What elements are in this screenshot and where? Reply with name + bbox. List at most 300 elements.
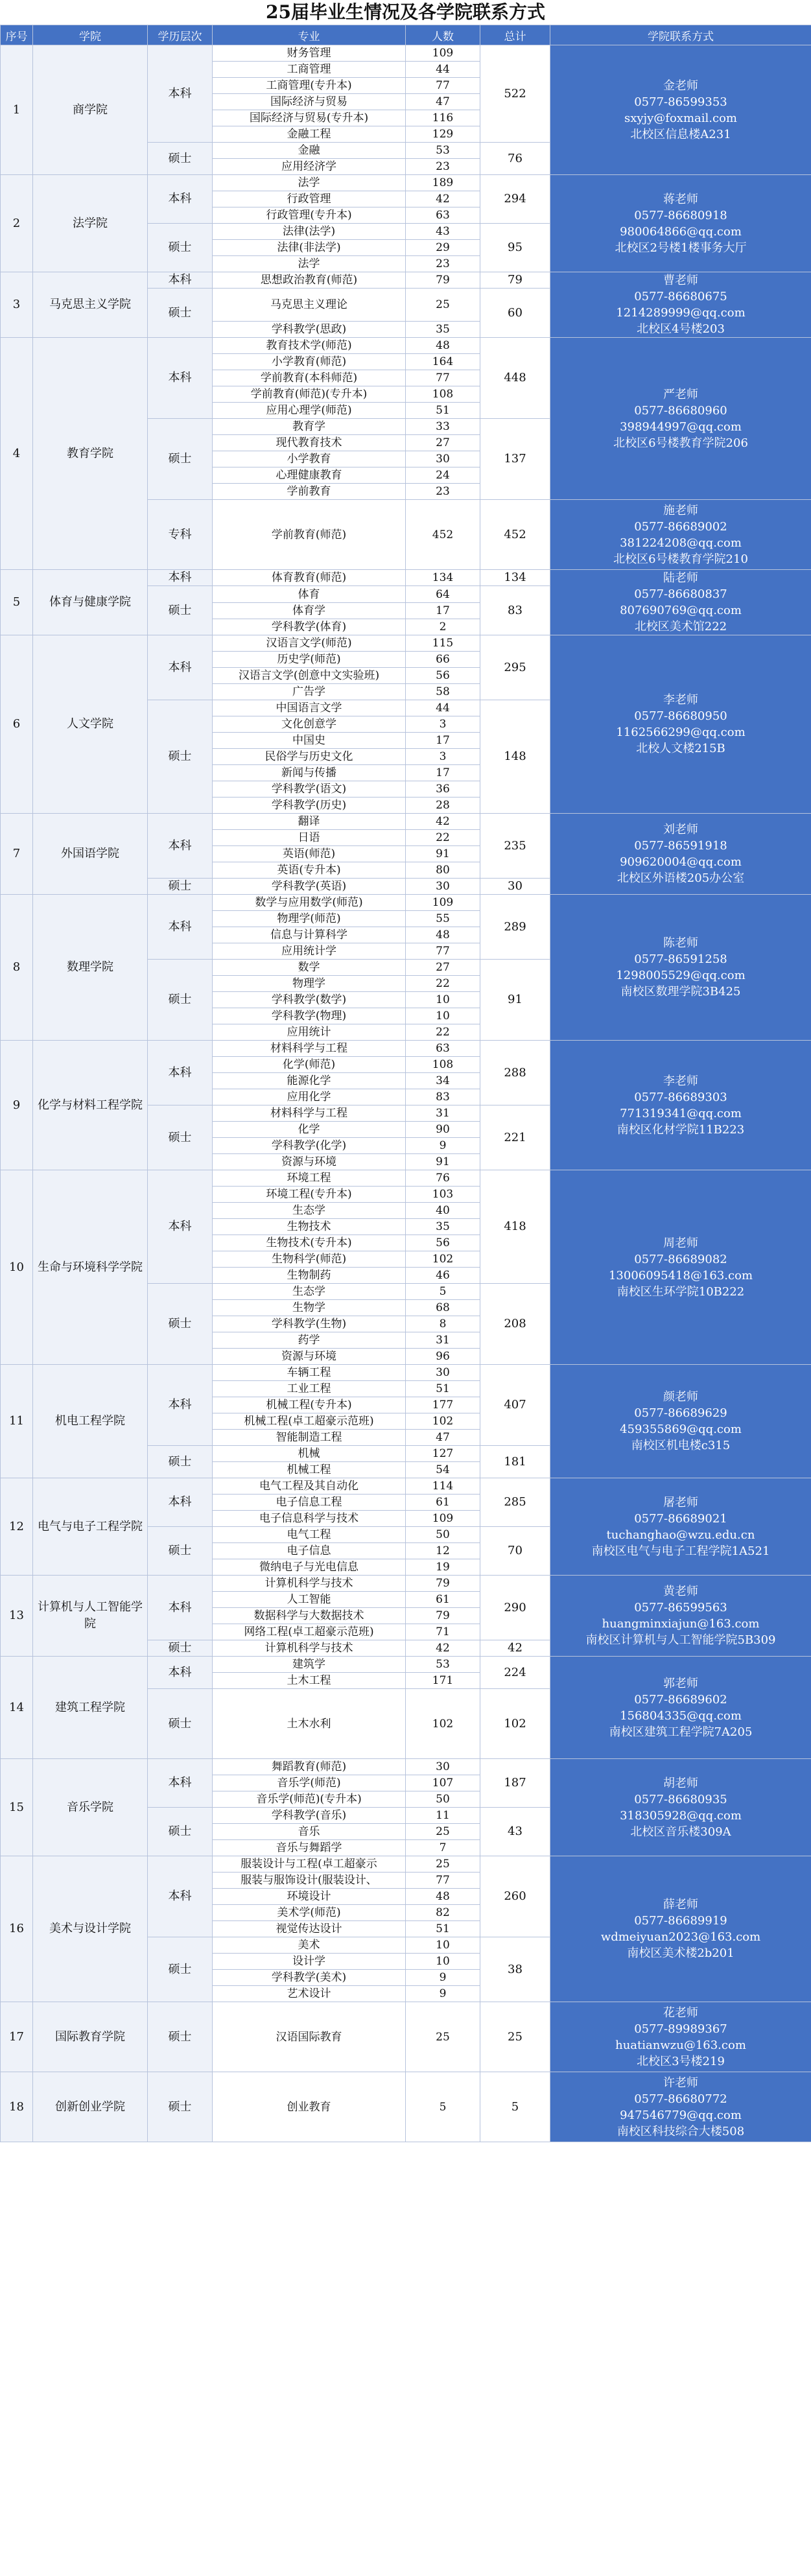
major-count: 44	[406, 700, 480, 716]
major-count: 452	[406, 500, 480, 570]
major-count: 189	[406, 175, 480, 191]
contact-phone[interactable]: 0577-89989367	[634, 2022, 727, 2036]
degree-level: 硕士	[148, 143, 213, 175]
contact-email[interactable]: 1214289999@qq.com	[616, 306, 746, 320]
college-name: 国际教育学院	[33, 2002, 148, 2072]
major-name: 国际经济与贸易	[213, 94, 406, 110]
major-count: 103	[406, 1187, 480, 1203]
college-number: 4	[1, 338, 33, 570]
major-name: 体育学	[213, 603, 406, 619]
major-count: 10	[406, 992, 480, 1008]
college-contact	[550, 895, 811, 1041]
major-name: 法律(法学)	[213, 224, 406, 240]
major-count: 91	[406, 1154, 480, 1170]
level-total: 221	[480, 1105, 550, 1170]
major-name: 美术学(师范)	[213, 1905, 406, 1921]
major-name: 电子信息科学与技术	[213, 1511, 406, 1527]
contact-phone[interactable]: 0577-86689002	[634, 519, 727, 534]
college-number: 12	[1, 1478, 33, 1576]
contact-phone[interactable]: 0577-86689919	[634, 1914, 727, 1928]
level-total: 148	[480, 700, 550, 814]
major-count: 83	[406, 1089, 480, 1105]
major-count: 42	[406, 1640, 480, 1657]
major-count: 53	[406, 1657, 480, 1673]
level-total: 134	[480, 570, 550, 586]
major-name: 英语(师范)	[213, 846, 406, 862]
degree-level: 本科	[148, 570, 213, 586]
major-count: 50	[406, 1791, 480, 1808]
major-name: 翻译	[213, 814, 406, 830]
major-name: 中国史	[213, 733, 406, 749]
major-name: 计算机科学与技术	[213, 1576, 406, 1592]
table-row	[1, 1759, 811, 1775]
major-count: 22	[406, 976, 480, 992]
college-contact	[550, 1170, 811, 1365]
table-row	[1, 45, 811, 62]
contact-address: 南校区建筑工程学院7A205	[609, 1725, 753, 1739]
major-name: 生物制药	[213, 1268, 406, 1284]
major-name: 学前教育(本科师范)	[213, 370, 406, 386]
college-name: 外国语学院	[33, 814, 148, 895]
major-name: 电子信息	[213, 1543, 406, 1559]
college-number: 3	[1, 272, 33, 338]
contact-person: 屠老师	[663, 1495, 698, 1509]
major-count: 109	[406, 45, 480, 62]
level-total: 289	[480, 895, 550, 960]
major-name: 法学	[213, 256, 406, 272]
major-count: 12	[406, 1543, 480, 1559]
major-count: 90	[406, 1122, 480, 1138]
degree-level: 本科	[148, 635, 213, 700]
major-name: 应用经济学	[213, 159, 406, 175]
major-name: 生态学	[213, 1284, 406, 1300]
contact-phone[interactable]: 0577-86680935	[634, 1792, 727, 1806]
major-count: 68	[406, 1300, 480, 1316]
major-count: 79	[406, 1576, 480, 1592]
level-total: 95	[480, 224, 550, 272]
major-name: 土木水利	[213, 1689, 406, 1759]
college-contact	[550, 338, 811, 500]
college-name: 人文学院	[33, 635, 148, 814]
major-count: 36	[406, 781, 480, 798]
major-count: 102	[406, 1413, 480, 1430]
major-name: 历史学(师范)	[213, 652, 406, 668]
degree-level: 本科	[148, 1576, 213, 1640]
major-count: 9	[406, 1986, 480, 2002]
level-total: 187	[480, 1759, 550, 1808]
major-name: 应用心理学(师范)	[213, 403, 406, 419]
college-name: 计算机与人工智能学院	[33, 1576, 148, 1657]
major-name: 机械工程	[213, 1462, 406, 1478]
contact-email[interactable]: 318305928@qq.com	[620, 1808, 742, 1823]
major-name: 服装设计与工程(卓工超豪示	[213, 1856, 406, 1873]
major-name: 教育技术学(师范)	[213, 338, 406, 354]
degree-level: 本科	[148, 1759, 213, 1808]
major-name: 生物科学(师范)	[213, 1251, 406, 1268]
contact-phone[interactable]: 0577-86680772	[634, 2092, 727, 2106]
major-count: 102	[406, 1251, 480, 1268]
major-count: 30	[406, 451, 480, 467]
table-row	[1, 1576, 811, 1592]
contact-address: 南校区电气与电子工程学院1A521	[591, 1544, 770, 1558]
college-name: 机电工程学院	[33, 1365, 148, 1478]
level-total: 83	[480, 586, 550, 635]
degree-level: 本科	[148, 1365, 213, 1446]
major-name: 心理健康教育	[213, 467, 406, 484]
major-name: 电子信息工程	[213, 1495, 406, 1511]
level-total: 448	[480, 338, 550, 419]
college-number: 10	[1, 1170, 33, 1365]
major-name: 应用统计学	[213, 943, 406, 960]
major-name: 土木工程	[213, 1673, 406, 1689]
major-count: 48	[406, 1889, 480, 1905]
contact-address: 北校区3号楼219	[637, 2054, 725, 2068]
degree-level: 硕士	[148, 2072, 213, 2142]
major-name: 学科教学(化学)	[213, 1138, 406, 1154]
major-name: 材料科学与工程	[213, 1041, 406, 1057]
major-count: 23	[406, 256, 480, 272]
table-row	[1, 1856, 811, 1873]
college-contact	[550, 814, 811, 895]
degree-level: 本科	[148, 338, 213, 419]
level-total: 452	[480, 500, 550, 570]
major-count: 109	[406, 1511, 480, 1527]
contact-email[interactable]: tuchanghao@wzu.edu.cn	[606, 1528, 755, 1542]
major-count: 10	[406, 1008, 480, 1024]
contact-email[interactable]: huatianwzu@163.com	[615, 2038, 746, 2052]
contact-email[interactable]: 1162566299@qq.com	[616, 726, 746, 739]
major-count: 47	[406, 1430, 480, 1446]
major-name: 环境工程	[213, 1170, 406, 1187]
contact-person: 陈老师	[663, 936, 698, 950]
contact-person: 刘老师	[663, 823, 698, 836]
major-count: 114	[406, 1478, 480, 1495]
major-count: 2	[406, 619, 480, 635]
major-name: 网络工程(卓工超豪示范班)	[213, 1624, 406, 1640]
major-count: 9	[406, 1138, 480, 1154]
degree-level: 硕士	[148, 879, 213, 895]
college-name: 商学院	[33, 45, 148, 175]
contact-person: 金老师	[663, 78, 698, 93]
major-count: 64	[406, 586, 480, 603]
level-total: 25	[480, 2002, 550, 2072]
major-count: 91	[406, 846, 480, 862]
contact-email[interactable]: sxyjy@foxmail.com	[624, 111, 737, 125]
contact-email[interactable]: 459355869@qq.com	[620, 1423, 742, 1436]
degree-level: 硕士	[148, 419, 213, 500]
major-name: 学科教学(英语)	[213, 879, 406, 895]
major-count: 129	[406, 126, 480, 143]
major-name: 学科教学(美术)	[213, 1970, 406, 1986]
contact-address: 南校区数理学院3B425	[620, 985, 741, 998]
level-total: 30	[480, 879, 550, 895]
contact-person: 花老师	[663, 2005, 698, 2020]
college-number: 11	[1, 1365, 33, 1478]
contact-person: 陆老师	[663, 571, 698, 585]
major-count: 164	[406, 354, 480, 370]
major-name: 小学教育	[213, 451, 406, 467]
contact-phone[interactable]: 0577-86689082	[634, 1252, 727, 1266]
level-total: 295	[480, 635, 550, 700]
major-name: 智能制造工程	[213, 1430, 406, 1446]
college-name: 教育学院	[33, 338, 148, 570]
major-count: 58	[406, 684, 480, 700]
major-count: 54	[406, 1462, 480, 1478]
college-number: 7	[1, 814, 33, 895]
contact-phone[interactable]: 0577-86591258	[634, 952, 727, 966]
major-name: 微纳电子与光电信息	[213, 1559, 406, 1576]
major-name: 体育	[213, 586, 406, 603]
degree-level: 硕士	[148, 1808, 213, 1856]
major-name: 中国语言文学	[213, 700, 406, 716]
major-count: 3	[406, 716, 480, 733]
college-contact	[550, 1759, 811, 1856]
major-name: 物理学(师范)	[213, 911, 406, 927]
college-name: 体育与健康学院	[33, 570, 148, 635]
major-count: 56	[406, 668, 480, 684]
major-name: 新闻与传播	[213, 765, 406, 781]
contact-phone[interactable]: 0577-86689602	[634, 1692, 727, 1707]
header-college: 学院	[33, 25, 148, 45]
college-number: 15	[1, 1759, 33, 1856]
major-count: 77	[406, 370, 480, 386]
major-count: 28	[406, 798, 480, 814]
major-name: 教育学	[213, 419, 406, 435]
degree-level: 本科	[148, 1170, 213, 1284]
major-name: 音乐	[213, 1824, 406, 1840]
contact-phone[interactable]: 0577-86689629	[634, 1406, 727, 1420]
major-count: 48	[406, 927, 480, 943]
contact-address: 南校区计算机与人工智能学院5B309	[585, 1633, 776, 1647]
major-name: 数学与应用数学(师范)	[213, 895, 406, 911]
contact-email[interactable]: 807690769@qq.com	[620, 604, 742, 617]
major-name: 工商管理	[213, 62, 406, 78]
major-name: 机械	[213, 1446, 406, 1462]
major-name: 汉语言文学(创意中文实验班)	[213, 668, 406, 684]
degree-level: 本科	[148, 1657, 213, 1689]
major-name: 电气工程及其自动化	[213, 1478, 406, 1495]
major-count: 42	[406, 191, 480, 207]
major-count: 25	[406, 289, 480, 322]
degree-level: 硕士	[148, 1105, 213, 1170]
major-count: 35	[406, 1219, 480, 1235]
contact-address: 北校区音乐楼309A	[630, 1825, 731, 1839]
major-name: 电气工程	[213, 1527, 406, 1543]
contact-email[interactable]: huangminxiajun@163.com	[602, 1617, 760, 1631]
major-name: 机械工程(专升本)	[213, 1397, 406, 1413]
contact-person: 蒋老师	[663, 192, 698, 206]
degree-level: 本科	[148, 1041, 213, 1105]
contact-address: 南校区化材学院11B223	[617, 1122, 745, 1137]
table-row	[1, 175, 811, 191]
major-name: 应用统计	[213, 1024, 406, 1041]
table-row	[1, 338, 811, 354]
major-count: 30	[406, 1365, 480, 1381]
page-title: 25届毕业生情况及各学院联系方式	[266, 1, 545, 23]
contact-address: 北校区2号楼1楼事务大厅	[615, 241, 747, 255]
major-count: 63	[406, 207, 480, 224]
degree-level: 硕士	[148, 1284, 213, 1365]
major-count: 19	[406, 1559, 480, 1576]
major-name: 马克思主义理论	[213, 289, 406, 322]
major-name: 数学	[213, 960, 406, 976]
level-total: 294	[480, 175, 550, 224]
major-count: 11	[406, 1808, 480, 1824]
major-count: 107	[406, 1775, 480, 1791]
major-count: 61	[406, 1592, 480, 1608]
contact-phone[interactable]: 0577-86680960	[634, 403, 727, 418]
major-name: 人工智能	[213, 1592, 406, 1608]
degree-level: 硕士	[148, 2002, 213, 2072]
major-count: 61	[406, 1495, 480, 1511]
college-contact	[550, 1657, 811, 1759]
level-total: 418	[480, 1170, 550, 1284]
level-total: 102	[480, 1689, 550, 1759]
major-name: 舞蹈教育(师范)	[213, 1759, 406, 1775]
level-total: 235	[480, 814, 550, 879]
major-name: 广告学	[213, 684, 406, 700]
contact-email[interactable]: 909620004@qq.com	[620, 855, 742, 869]
major-name: 英语(专升本)	[213, 862, 406, 879]
degree-level: 本科	[148, 1478, 213, 1527]
contact-address: 北校区美术馆222	[634, 620, 727, 633]
major-name: 学前教育(师范)	[213, 500, 406, 570]
major-count: 108	[406, 1057, 480, 1073]
contact-phone[interactable]: 0577-86599563	[634, 1601, 727, 1614]
major-count: 77	[406, 1873, 480, 1889]
college-number: 8	[1, 895, 33, 1041]
degree-level: 专科	[148, 500, 213, 570]
table-row	[1, 1041, 811, 1057]
major-count: 5	[406, 1284, 480, 1300]
major-name: 工商管理(专升本)	[213, 78, 406, 94]
major-count: 115	[406, 635, 480, 652]
major-name: 财务管理	[213, 45, 406, 62]
contact-email[interactable]: 156804335@qq.com	[620, 1708, 742, 1723]
major-name: 美术	[213, 1937, 406, 1954]
college-name: 创新创业学院	[33, 2072, 148, 2142]
major-count: 7	[406, 1840, 480, 1856]
major-count: 42	[406, 814, 480, 830]
major-count: 40	[406, 1203, 480, 1219]
contact-address: 北校区外语楼205办公室	[617, 871, 745, 885]
contact-person: 周老师	[663, 1236, 698, 1250]
college-name: 电气与电子工程学院	[33, 1478, 148, 1576]
contact-phone[interactable]: 0577-86680950	[634, 709, 727, 723]
major-count: 127	[406, 1446, 480, 1462]
major-count: 134	[406, 570, 480, 586]
degree-level: 本科	[148, 1856, 213, 1937]
major-count: 23	[406, 484, 480, 500]
degree-level: 硕士	[148, 1527, 213, 1576]
level-total: 181	[480, 1446, 550, 1478]
major-name: 视觉传达设计	[213, 1921, 406, 1937]
major-count: 77	[406, 78, 480, 94]
major-name: 学前教育(师范)(专升本)	[213, 386, 406, 403]
college-contact	[550, 635, 811, 814]
header-row	[1, 25, 811, 45]
contact-phone[interactable]: 0577-86591918	[634, 839, 727, 853]
contact-address: 南校区生环学院10B222	[617, 1284, 745, 1299]
major-count: 79	[406, 1608, 480, 1624]
major-name: 车辆工程	[213, 1365, 406, 1381]
level-total: 38	[480, 1937, 550, 2002]
contact-person: 胡老师	[663, 1776, 698, 1790]
table-row	[1, 814, 811, 830]
contact-email[interactable]: 381224208@qq.com	[620, 536, 742, 550]
major-count: 48	[406, 338, 480, 354]
major-count: 51	[406, 403, 480, 419]
contact-phone[interactable]: 0577-86599353	[634, 95, 727, 109]
header-level: 学历层次	[148, 25, 213, 45]
college-contact	[550, 272, 811, 338]
contact-email[interactable]: 947546779@qq.com	[620, 2108, 742, 2122]
contact-person: 颜老师	[663, 1390, 698, 1404]
major-count: 177	[406, 1397, 480, 1413]
contact-phone[interactable]: 0577-86689303	[634, 1090, 727, 1104]
degree-level: 硕士	[148, 960, 213, 1041]
level-total: 522	[480, 45, 550, 143]
contact-person: 李老师	[663, 1074, 698, 1088]
contact-email[interactable]: 980064866@qq.com	[620, 224, 742, 239]
major-count: 8	[406, 1316, 480, 1332]
table-row	[1, 1170, 811, 1187]
level-total: 76	[480, 143, 550, 175]
major-name: 能源化学	[213, 1073, 406, 1089]
college-name: 美术与设计学院	[33, 1856, 148, 2002]
contact-email[interactable]: 1300609541​8@163.com	[608, 1268, 753, 1282]
contact-person: 许老师	[663, 2075, 698, 2090]
contact-phone[interactable]: 0577-86680675	[634, 290, 727, 303]
level-total: 70	[480, 1527, 550, 1576]
contact-email[interactable]: 771319341@qq.com	[620, 1106, 742, 1120]
college-number: 18	[1, 2072, 33, 2142]
contact-email[interactable]: wdmeiyuan2023@163.com	[600, 1930, 761, 1944]
major-count: 24	[406, 467, 480, 484]
major-count: 27	[406, 435, 480, 451]
major-name: 环境设计	[213, 1889, 406, 1905]
major-count: 10	[406, 1954, 480, 1970]
major-count: 25	[406, 2002, 480, 2072]
major-name: 创业教育	[213, 2072, 406, 2142]
contact-phone[interactable]: 0577-86689021	[634, 1511, 727, 1526]
major-name: 法律(非法学)	[213, 240, 406, 256]
major-name: 法学	[213, 175, 406, 191]
college-number: 9	[1, 1041, 33, 1170]
college-name: 数理学院	[33, 895, 148, 1041]
major-count: 116	[406, 110, 480, 126]
major-name: 生物学	[213, 1300, 406, 1316]
college-contact	[550, 500, 811, 570]
major-count: 23	[406, 159, 480, 175]
major-name: 汉语言文学(师范)	[213, 635, 406, 652]
college-name: 化学与材料工程学院	[33, 1041, 148, 1170]
contact-phone[interactable]: 0577-86680918	[634, 208, 727, 222]
level-total: 79	[480, 272, 550, 289]
contact-person: 曹老师	[663, 274, 698, 287]
contact-phone[interactable]: 0577-86680837	[634, 587, 727, 601]
college-number: 13	[1, 1576, 33, 1657]
contact-email[interactable]: 1298005529@qq.com	[616, 969, 746, 982]
major-count: 102	[406, 1689, 480, 1759]
major-count: 25	[406, 1824, 480, 1840]
major-count: 47	[406, 94, 480, 110]
major-name: 学科教学(语文)	[213, 781, 406, 798]
contact-email[interactable]: 398944997@qq.com	[620, 419, 742, 434]
contact-address: 北校区信息楼A231	[630, 127, 731, 141]
header-total: 总计	[480, 25, 550, 45]
contact-person: 施老师	[663, 503, 698, 517]
